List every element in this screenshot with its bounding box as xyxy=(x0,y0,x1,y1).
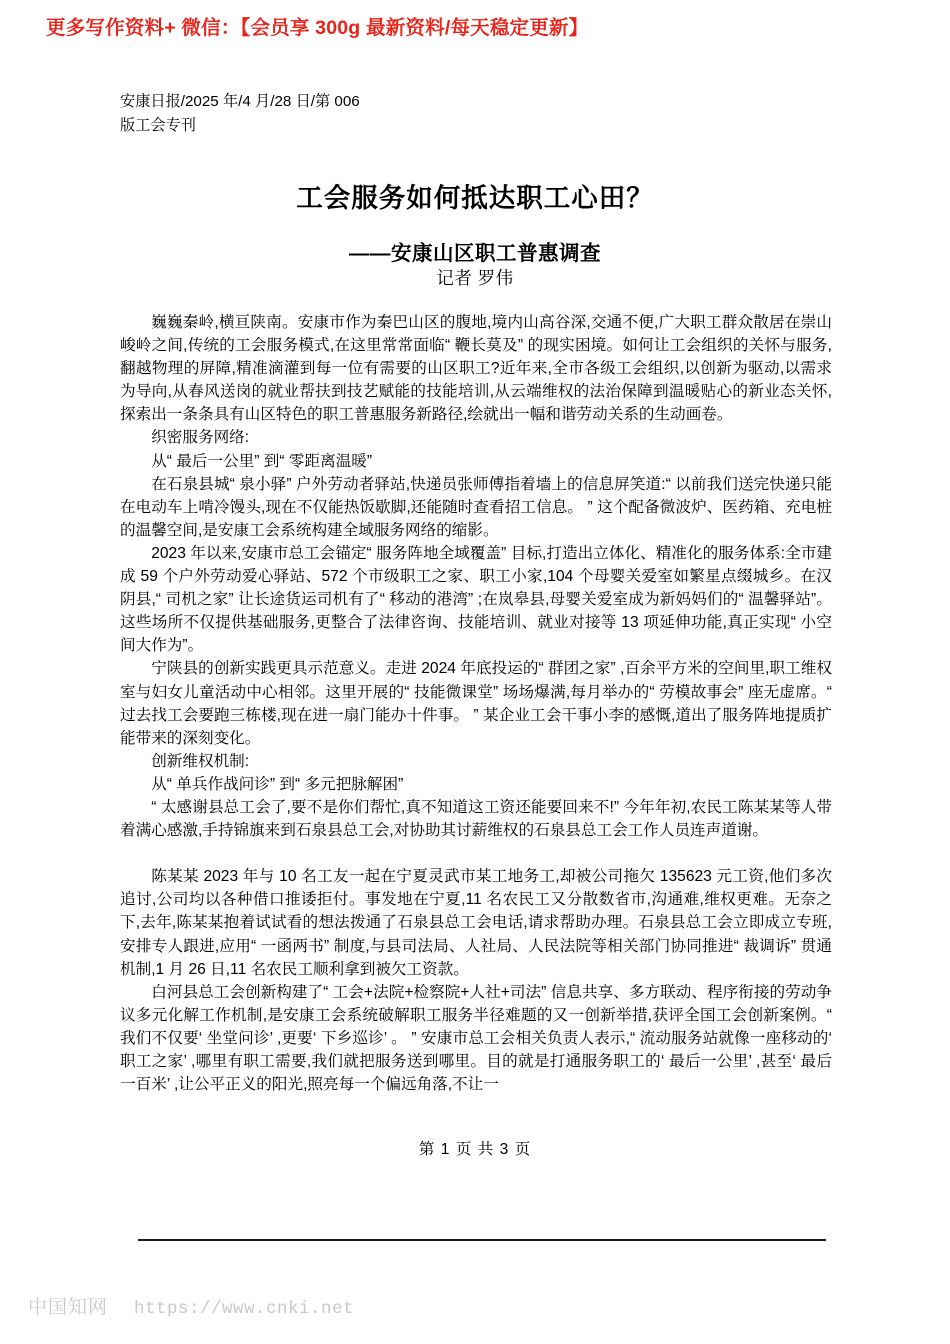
cnki-logo: 中国知网 xyxy=(28,1297,109,1318)
paragraph: 宁陕县的创新实践更具示范意义。走进 2024 年底投运的“ 群团之家” ,百余平方米的空间里,职工维权室与妇女儿童活动中心相邻。这里开展的“ 技能微课堂” 场场爆满,每月举办的“ 劳模故事会” 座无虚席。“ 过去找工会要跑三栋楼,现在进一扇门能办十件事。 ” 某企业工会干事小李的感慨,道出了服务阵地提质扩能带来的深刻变化。 xyxy=(120,660,832,747)
page-number: 第 1 页 共 3 页 xyxy=(418,1141,532,1158)
paragraph: 巍巍秦岭,横亘陕南。安康市作为秦巴山区的腹地,境内山高谷深,交通不便,广大职工群众散居在崇山峻岭之间,传统的工会服务模式,在这里常常面临“ 鞭长莫及” 的现实困境。如何让工会组织的关怀与服务,翻越物理的屏障,精准滴灌到每一位有需要的山区职工?近年来,全市各级工会组织,以创新为驱动,以需求为导向,从春风送岗的就业帮扶到技艺赋能的技能培训,从云端维权的法治保障到温暖贴心的新业态关怀,探索出一条条具有山区特色的职工普惠服务新路径,绘就出一幅和谐劳动关系的生动画卷。 xyxy=(120,314,832,424)
paragraph: 2023 年以来,安康市总工会锚定“ 服务阵地全域覆盖” 目标,打造出立体化、精准化的服务体系:全市建成 59 个户外劳动爱心驿站、572 个市级职工之家、职工小家,104 个母婴关爱室如繁星点缀城乡。在汉阴县,“ 司机之家” 让长途货运司机有了“ 移动的港湾” ;在岚皋县,母婴关爱室成为新妈妈们的“ 温馨驿站”。这些场所不仅提供基础服务,更整合了法律咨询、技能培训、就业对接等 13 项延伸功能,真正实现“ 小空间大作为”。 xyxy=(120,544,832,655)
promo-banner-text: 更多写作资料+ 微信：【会员享 300g 最新资料/每天稳定更新】 xyxy=(46,17,589,39)
masthead-line-2: 版工会专刊 xyxy=(120,117,196,134)
paragraph: 在石泉县城“ 泉小驿” 户外劳动者驿站,快递员张师傅指着墙上的信息屏笑道:“ 以前我们送完快递只能在电动车上啃冷馒头,现在不仅能热饭歇脚,还能随时查看招工信息。 ” 这个配备微波炉、医药箱、充电桩的温馨空间,是安康工会系统构建全域服务网络的缩影。 xyxy=(120,475,832,539)
masthead-line-1: 安康日报/2025 年/4 月/28 日/第 006 xyxy=(120,93,360,110)
article-body xyxy=(120,311,832,1096)
footer-divider xyxy=(138,1239,826,1241)
section-heading: 创新维权机制: xyxy=(151,752,250,770)
section-heading: 织密服务网络: xyxy=(151,429,250,447)
cnki-footer xyxy=(28,1292,354,1319)
section-subheading: 从“ 单兵作战问诊” 到“ 多元把脉解困” xyxy=(151,775,404,793)
cnki-url[interactable]: https://www.cnki.net xyxy=(134,1299,355,1319)
paragraph: 白河县总工会创新构建了“ 工会+法院+检察院+人社+司法” 信息共享、多方联动、程序衔接的劳动争议多元化解工作机制,是安康工会系统破解职工服务半径难题的又一创新举措,获评全国工会创新案例。“ 我们不仅要‘ 坐堂问诊’ ,更要‘ 下乡巡诊’ 。 ” 安康市总工会相关负责人表示,“ 流动服务站就像一座移动的‘ 职工之家’ ,哪里有职工需要,我们就把服务送到哪里。目的就是打通服务职工的‘ 最后一公里’ ,甚至‘ 最后一百米’ ,让公平正义的阳光,照亮每一个偏远角落,不让一 xyxy=(120,983,832,1094)
page-subtitle: ——安康山区职工普惠调查 xyxy=(349,242,601,265)
masthead xyxy=(120,90,540,138)
paragraph: “ 太感谢县总工会了,要不是你们帮忙,真不知道这工资还能要回来不!” 今年年初,农民工陈某某等人带着满心感激,手持锦旗来到石泉县总工会,对协助其讨薪维权的石泉县总工会工作人员连声道谢。 xyxy=(120,798,832,840)
paragraph: 陈某某 2023 年与 10 名工友一起在宁夏灵武市某工地务工,却被公司拖欠 135623 元工资,他们多次追讨,公司均以各种借口推诿拒付。事发地在宁夏,11 名农民工又分散数省市,沟通难,维权更难。无奈之下,去年,陈某某抱着试试看的想法拨通了石泉县总工会电话,请求帮助办理。石泉县总工会立即成立专班,安排专人跟进,应用“ 一函两书” 制度,与县司法局、人社局、人民法院等相关部门协同推进“ 裁调诉” 贯通机制,1 月 26 日,11 名农民工顺利拿到被欠工资款。 xyxy=(120,868,832,978)
byline: 记者 罗伟 xyxy=(436,268,514,288)
page-title: 工会服务如何抵达职工心田？ xyxy=(296,182,654,213)
section-subheading: 从“ 最后一公里” 到“ 零距离温暖” xyxy=(151,452,373,470)
